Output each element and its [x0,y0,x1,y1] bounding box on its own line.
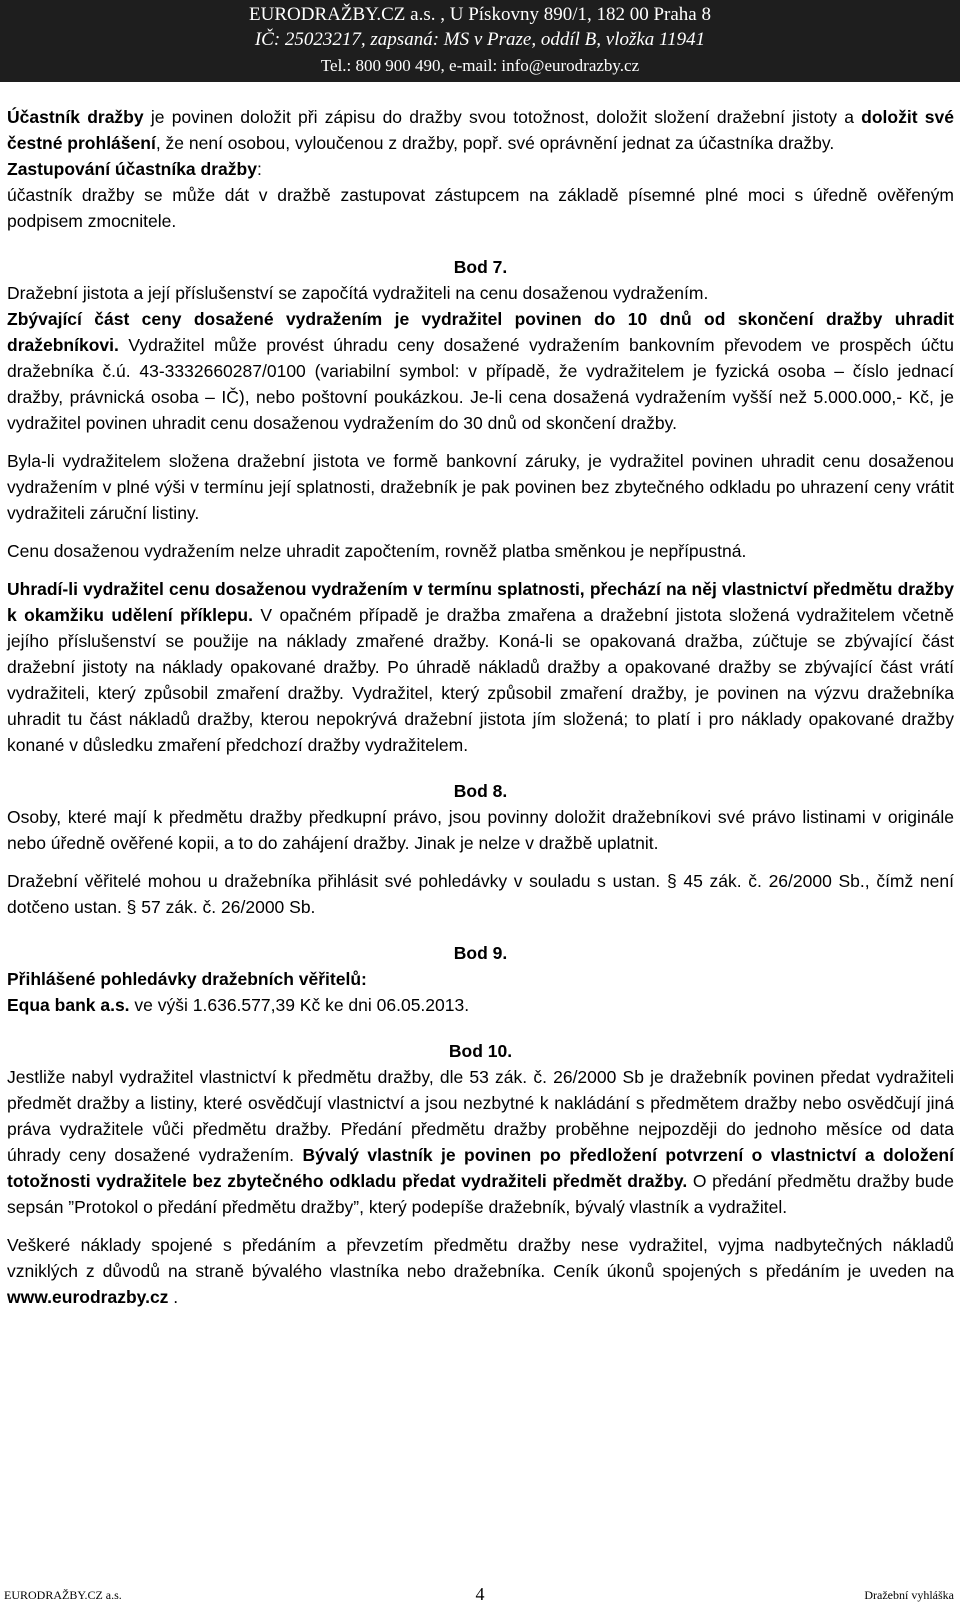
bold-text: Účastník dražby [7,107,144,127]
paragraph-bod7-4: Cenu dosaženou vydražením nelze uhradit započtením, rovněž platba směnkou je nepřípustná. [7,541,747,561]
page-number: 4 [475,1584,485,1604]
page-header [0,0,960,82]
text: Vydražitel může provést úhradu ceny dosažené vydražením bankovním převodem ve prospěch účtu dražebníka č.ú. 43-3332660287/0100 (variabilní symbol: v případě, že vydražitelem je fyzická osoba – číslo jednací dražby, právnická osoba – IČ), nebo poštovní poukázkou. Je-li cena dosažená vydražením vyšší než 5.000.000,- Kč, je vydražitel povinen uhradit cenu dosaženou vydražením do 30 dnů od skončení dražby. [7,335,954,433]
bold-text: Uhradí-li vydražitel cenu dosaženou vydražením v termínu splatnosti, přechází na něj vlastnictví předmětu dražby k okamžiku udělení příklepu. [7,579,954,625]
heading-bod-7 [7,254,954,280]
text: Veškeré náklady spojené s předáním a převzetím předmětu dražby nese vydražitel, vyjma nadbytečných nákladů vzniklých z důvodů na straně bývalého vlastníka nebo dražebníka. Ceník úkonů spojených s předáním je uveden na [7,1235,954,1281]
claim-amount: ve výši 1.636.577,39 Kč ke dni 06.05.2013. [129,995,470,1015]
creditor-name: Equa bank a.s. [7,995,130,1015]
bold-text: Přihlášené pohledávky dražebních věřitelů: [7,969,367,989]
text: Jestliže nabyl vydražitel vlastnictví k předmětu dražby, dle 53 zák. č. 26/2000 Sb je dražebník povinen předat vydražiteli předmět dražby a listiny, které osvědčují vlastnictví a jsou nezbytné k nakládání s předmětem dražby nebo osvědčují jiná práva vydražitele vůči předmětu dražby. Předání předmětu dražby proběhne nejpozději do jednoho měsíce od data úhrady ceny dosažené vydražením. [7,1067,954,1165]
paragraph-bod10-1 [7,1064,954,1220]
heading-text: Bod 8. [453,781,508,801]
text: . [168,1287,179,1307]
header-contact: Tel.: 800 900 490, e-mail: info@eurodrazby.cz [320,56,640,75]
header-registration: IČ: 25023217, zapsaná: MS v Praze, oddíl B, vložka 11941 [254,29,706,50]
heading-bod-8 [7,778,954,804]
header-company: EURODRAŽBY.CZ a.s. , U Pískovny 890/1, 182 00 Praha 8 [249,4,711,25]
footer-document-title: Dražební vyhláška [864,1588,954,1602]
paragraph-bod7-3: Byla-li vydražitelem složena dražební jistota ve formě bankovní záruky, je vydražitel povinen uhradit cenu dosaženou vydražením v plné výši v termínu její splatnosti, dražebník je pak povinen bez zbytečného odkladu po uhrazení ceny vrátit vydražiteli záruční listiny. [7,451,954,523]
website-link[interactable]: www.eurodrazby.cz [7,1287,169,1307]
paragraph-representation: účastník dražby se může dát v dražbě zastupovat zástupcem na základě písemné plné moci s úředně ověřeným podpisem zmocnitele. [7,185,954,231]
paragraph-representation-title [7,156,954,182]
heading-bod-9 [7,940,954,966]
paragraph-bod7-1: Dražební jistota a její příslušenství se započítá vydražiteli na cenu dosaženou vydražením. [7,283,709,303]
text: : [256,159,262,179]
heading-text: Bod 10. [448,1041,513,1061]
bold-text: Zbývající část ceny dosažené vydražením je vydražitel povinen do 10 dnů od skončení dražby uhradit dražebníkovi. [7,309,954,355]
paragraph-participant [7,104,954,156]
text: V opačném případě je dražba zmařena a dražební jistota složená vydražitelem včetně jejího příslušenství se použije na náklady zmařené dražby. Koná-li se opakovaná dražba, zúčtuje se zbývající část dražební jistoty na náklady opakované dražby. Po úhradě nákladů dražby a opakované dražby se zbývající část vrátí vydražiteli, který způsobil zmaření dražby. Vydražitel, který způsobil zmaření dražby, je povinen na výzvu dražebníka uhradit tu část nákladů dražby, kterou nepokrývá dražební jistota jím složená; to platí i pro náklady opakované dražby konané v důsledku zmaření předchozí dražby vydražitelem. [7,605,954,755]
text: O předání předmětu dražby bude sepsán ”Protokol o předání předmětu dražby”, který podepíše dražebník, bývalý vlastník a vydražitel. [7,1171,954,1217]
text: , že není osobou, vyloučenou z dražby, popř. své oprávnění jednat za účastníka dražby. [155,133,835,153]
paragraph-bod7-2 [7,306,954,436]
claim-line [7,992,954,1018]
document-body [7,104,954,1310]
heading-text: Bod 9. [453,943,508,963]
footer-company: EURODRAŽBY.CZ a.s. [4,1588,122,1602]
claims-title [7,966,954,992]
heading-text: Bod 7. [453,257,508,277]
paragraph-bod10-2 [7,1232,954,1310]
bold-text: doložit své čestné prohlášení [7,107,954,153]
page-footer [0,1572,960,1609]
heading-bod-10 [7,1038,954,1064]
text: je povinen doložit při zápisu do dražby svou totožnost, doložit složení dražební jistoty a [143,107,862,127]
paragraph-bod8-1: Osoby, které mají k předmětu dražby předkupní právo, jsou povinny doložit dražebníkovi své právo listinami v originále nebo úředně ověřené kopii, a to do zahájení dražby. Jinak je nelze v dražbě uplatnit. [7,807,954,853]
bold-text: Bývalý vlastník je povinen po předložení potvrzení o vlastnictví a doložení totožnosti vydražitele bez zbytečného odkladu předat vydražiteli předmět dražby. [7,1145,954,1191]
bold-text: Zastupování účastníka dražby [7,159,257,179]
paragraph-bod8-2: Dražební věřitelé mohou u dražebníka přihlásit své pohledávky v souladu s ustan. § 45 zák. č. 26/2000 Sb., čímž není dotčeno ustan. § 57 zák. č. 26/2000 Sb. [7,871,954,917]
paragraph-bod7-5 [7,576,954,758]
